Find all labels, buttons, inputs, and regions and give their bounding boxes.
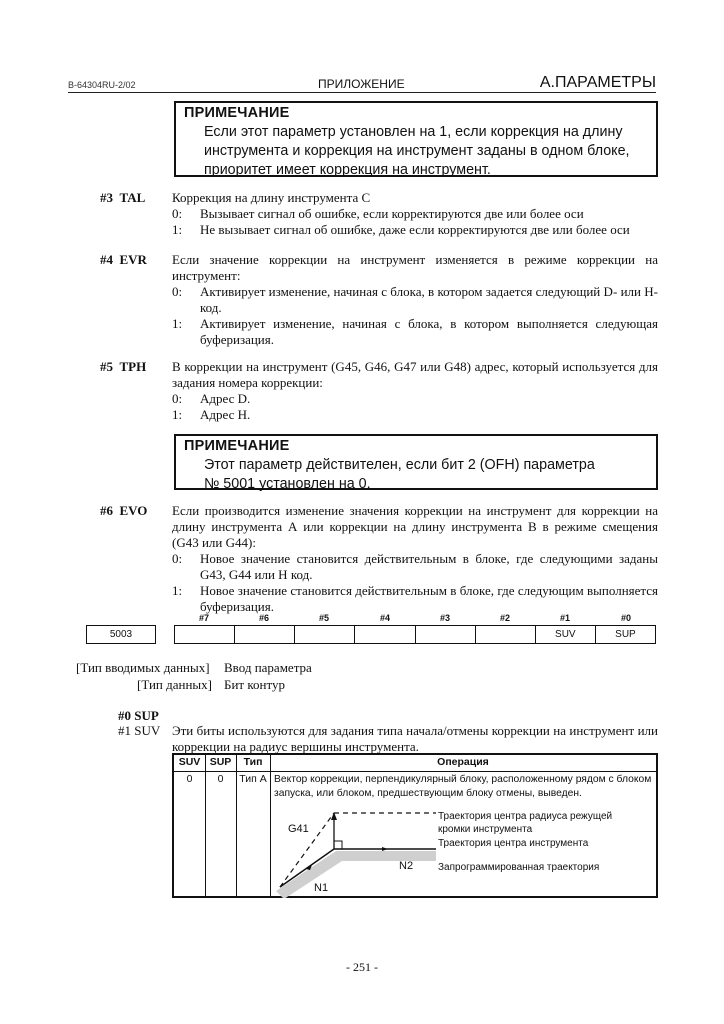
param-bit-evr — [100, 252, 658, 348]
note-box-ofh — [174, 434, 658, 490]
option-0: 0: Адрес D. — [172, 391, 251, 406]
bit-cell-4 — [355, 626, 415, 643]
input-type-label: [Тип вводимых данных] — [76, 660, 210, 675]
bit-name: EVO — [119, 503, 148, 518]
bit-description: Если производится изменение значения коррекции на инструмент для коррекции на длину инструмента А или коррекции на длину инструмента В в режиме смещения (G43 или G44): — [172, 503, 658, 550]
parameter-number: 5003 — [86, 625, 156, 644]
bit-description: В коррекции на инструмент (G45, G46, G47 или G48) адрес, который используется для задания номера коррекции: — [172, 359, 658, 390]
doc-code: B-64304RU-2/02 — [68, 80, 136, 90]
data-type-label: [Тип данных] — [137, 677, 212, 692]
bit-name: TPH — [119, 359, 147, 374]
input-type-value: Ввод параметра — [224, 660, 312, 675]
note-title: ПРИМЕЧАНИЕ — [184, 105, 290, 121]
bit-number: #4 — [100, 252, 113, 267]
section-title: ПРИЛОЖЕНИЕ — [318, 77, 405, 91]
option-0: 0: Вызывает сигнал об ошибке, если корректируются две или более оси — [172, 206, 584, 221]
data-type-value: Бит контур — [224, 677, 285, 692]
legend-cutter-path: Траектория центра радиуса режущей кромки инструмента — [438, 811, 613, 835]
note-body: Если этот параметр установлен на 1, если коррекция на длину инструмента и коррекция на инструмент заданы в одном блоке, приоритет имеет коррекция на инструмент. — [204, 124, 630, 178]
cell-sup: 0 — [217, 773, 224, 785]
option-0: 0: Активирует изменение, начиная с блока, в котором задается следующий D- или H-код. — [172, 284, 658, 315]
col-operation: Операция — [437, 756, 489, 768]
offset-start-diagram — [270, 803, 450, 898]
bit-cell-0: SUP — [615, 629, 636, 640]
option-0: 0: Новое значение становится действительным в блоке, где следующими заданы G43, G44 или H код. — [172, 551, 658, 582]
col-type: Тип — [243, 756, 263, 768]
option-1: 1: Новое значение становится действительным в блоке, где следующим выполняется буферизация. — [172, 583, 658, 614]
option-1: 1: Активирует изменение, начиная с блока, в котором выполняется следующая буферизация. — [172, 316, 658, 347]
param-bit-evo — [100, 503, 658, 615]
param-bit-tph — [100, 359, 658, 423]
bit-cell-5 — [295, 626, 355, 643]
bit-sup-key: #0 SUP — [118, 708, 159, 723]
param-bit-tal — [100, 190, 658, 238]
bit-description: Если значение коррекции на инструмент изменяется в режиме коррекции на инструмент: — [172, 252, 658, 283]
legend-tool-center: Траектория центра инструмента — [438, 838, 589, 849]
bit-cell-3 — [416, 626, 476, 643]
col-suv: SUV — [178, 756, 201, 768]
page-number: - 251 - — [346, 960, 378, 974]
cell-suv: 0 — [186, 773, 193, 785]
parameter-bit-cells — [174, 625, 656, 644]
cell-operation: Вектор коррекции, перпендикулярный блоку, расположенному рядом с блоком запуска, или блоком, предшествующим блоку отмены, выведен. — [274, 774, 652, 799]
bit-cell-1: SUV — [536, 626, 596, 643]
table-header — [174, 755, 656, 772]
option-1: 1: Адрес H. — [172, 407, 251, 422]
bit-cell-6 — [235, 626, 295, 643]
cell-type: Тип A — [239, 773, 267, 785]
bit-name: EVR — [119, 252, 147, 267]
bit-number: #3 — [100, 190, 113, 205]
option-1: 1: Не вызывает сигнал об ошибке, даже если корректируются две или более оси — [172, 222, 630, 237]
bit-number: #6 — [100, 503, 113, 518]
col-sup: SUP — [209, 756, 232, 768]
label-n1: N1 — [314, 882, 329, 894]
bit-number: #5 — [100, 359, 113, 374]
label-g41: G41 — [288, 823, 309, 835]
bit-description: Коррекция на длину инструмента С — [172, 190, 371, 205]
legend-programmed-path: Запрограммированная траектория — [438, 862, 600, 873]
note-title: ПРИМЕЧАНИЕ — [184, 438, 290, 454]
page-header — [68, 74, 656, 93]
note-box-priority — [174, 101, 658, 177]
chapter-title: А.ПАРАМЕТРЫ — [539, 74, 656, 91]
bit-cell-2 — [476, 626, 536, 643]
sup-suv-description: Эти биты используются для задания типа начала/отмены коррекции на инструмент или коррекции на радиус вершины инструмента. — [172, 723, 658, 754]
bit-cell-7 — [175, 626, 235, 643]
operation-table — [172, 753, 658, 898]
label-n2: N2 — [399, 860, 414, 872]
bit-name: TAL — [119, 190, 146, 205]
note-body: Этот параметр действителен, если бит 2 (OFH) параметра № 5001 установлен на 0. — [204, 457, 595, 492]
bit-header-row: #7 #6 #5 #4 #3 #2 #1 #0 — [198, 613, 631, 623]
bit-suv-key: #1 SUV — [118, 723, 161, 738]
